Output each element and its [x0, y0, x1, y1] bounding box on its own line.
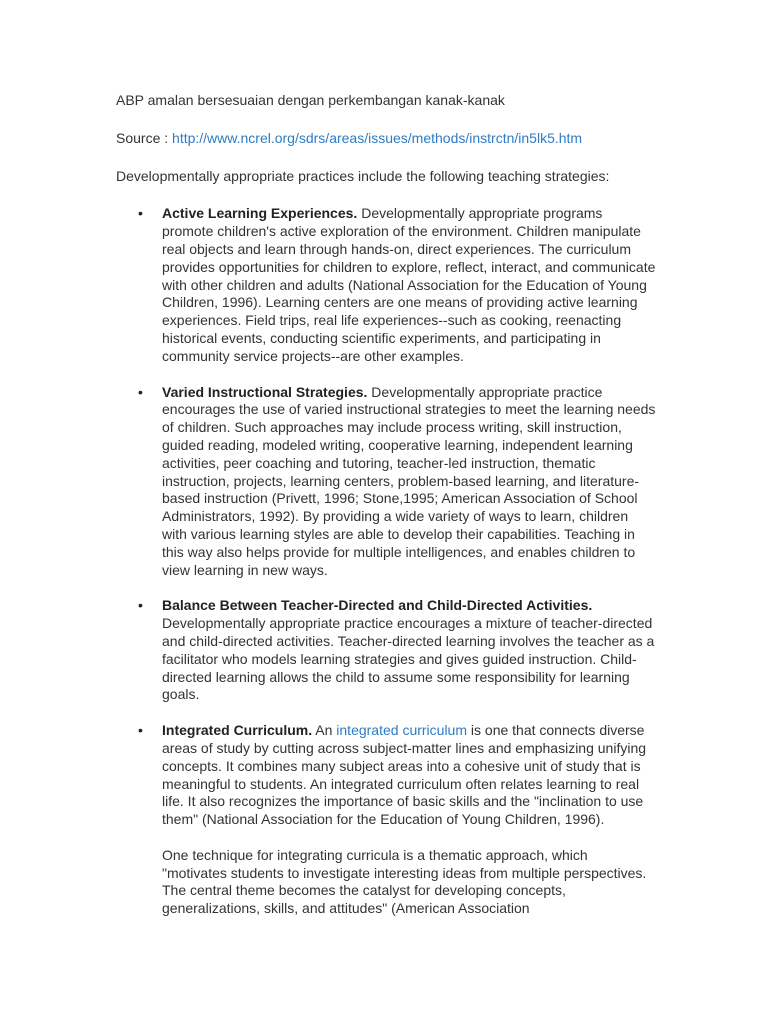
item-text: Developmentally appropriate practice encourages the use of varied instructional strategies to meet the learning needs of children. Such approaches may include process writing, skill instruction, guided reading, modeled writing, cooperative learning, independent learning activities, peer coaching and tutoring, teacher-led instruction, thematic instruction, projects, learning centers, problem-based learning, and literature-based instruction (Privett, 1996; Stone,1995; American Association of School Administrators, 1992). By providing a wide variety of ways to learn, children with various learning styles are able to develop their capabilities. Teaching in this way also helps provide for multiple intelligences, and enables children to view learning in new ways. [162, 383, 656, 578]
document-body [116, 92, 656, 936]
item-heading: Varied Instructional Strategies. [162, 383, 368, 400]
bullet-icon: • [138, 722, 143, 739]
list-item-balance [116, 597, 656, 704]
intro-paragraph: Developmentally appropriate practices include the following teaching strategies: [116, 167, 610, 184]
page-title: ABP amalan bersesuaian dengan perkembangan kanak-kanak [116, 92, 505, 108]
item-heading: Active Learning Experiences. [162, 205, 358, 222]
list-item-varied-strategies [116, 384, 656, 580]
list-item-integrated-curriculum [116, 722, 656, 918]
bullet-icon: • [138, 597, 143, 614]
bullet-icon: • [138, 205, 143, 222]
source-line [116, 130, 656, 148]
list-item-active-learning [116, 205, 656, 365]
item-extra-paragraph: One technique for integrating curricula is a thematic approach, which "motivates students to investigate interesting ideas from multiple perspectives. The central theme becomes the catalyst for developing concepts, generalizations, skills, and attitudes" (American Association [162, 846, 647, 917]
item-text: Developmentally appropriate programs promote children's active exploration of the environment. Children manipulate real objects and learn through hands-on, direct experiences. The curriculum provides opportunities for children to explore, reflect, interact, and communicate with other children and adults (National Association for the Education of Young Children, 1996). Learning centers are one means of providing active learning experiences. Field trips, real life experiences--such as cooking, reenacting historical events, conducting scientific experiments, and participating in community service projects--are other examples. [162, 205, 656, 364]
strategy-list [116, 205, 656, 918]
source-label: Source : [116, 129, 173, 146]
item-text-post-link: is one that connects diverse areas of study by cutting across subject-matter lines and emphasizing unifying concepts. It combines many subject areas into a cohesive unit of study that is meaningful to students. An integrated curriculum often relates learning to real life. It also recognizes the importance of basic skills and the "inclination to use them" (National Association for the Education of Young Children, 1996). [162, 722, 647, 828]
bullet-icon: • [138, 383, 143, 400]
item-text: Developmentally appropriate practice encourages a mixture of teacher-directed and child-directed activities. Teacher-directed learning involves the teacher as a facilitator who models learning strategies and gives guided instruction. Child-directed learning allows the child to assume some responsibility for learning goals. [162, 615, 655, 703]
item-heading: Balance Between Teacher-Directed and Child-Directed Activities. [162, 597, 593, 614]
item-heading: Integrated Curriculum. [162, 722, 313, 739]
source-link[interactable]: http://www.ncrel.org/sdrs/areas/issues/methods/instrctn/in5lk5.htm [172, 129, 583, 146]
item-text-pre-link: An [312, 722, 337, 739]
integrated-curriculum-link[interactable]: integrated curriculum [336, 722, 468, 739]
